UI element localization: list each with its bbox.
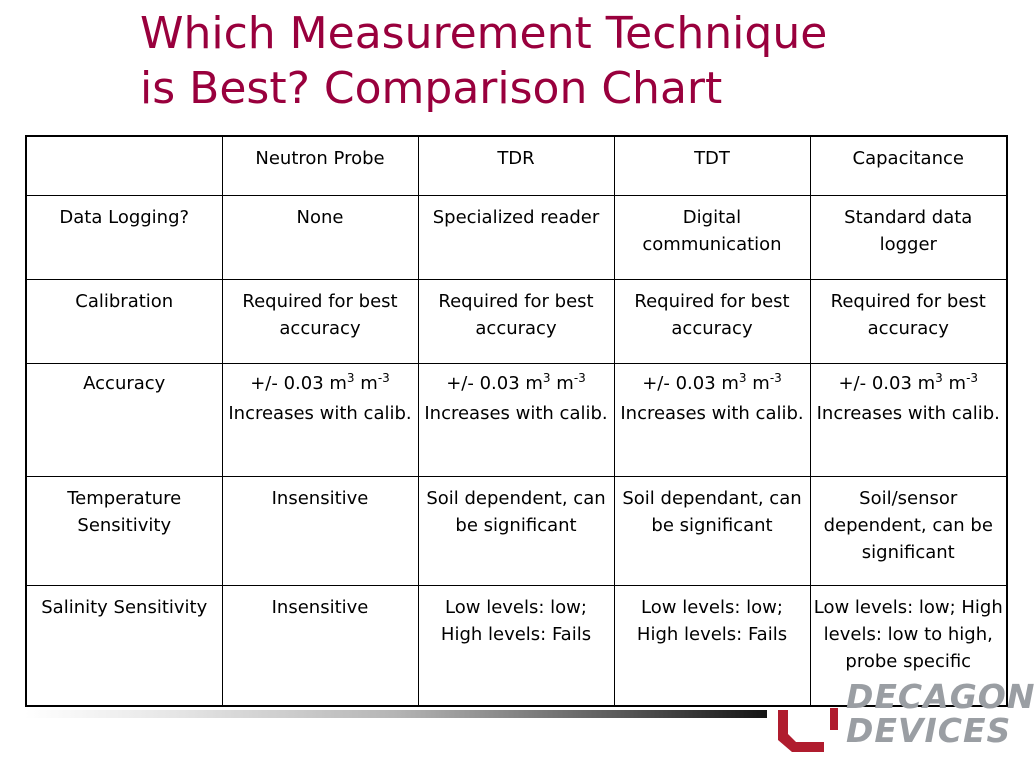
column-header-tdr: TDR <box>418 136 614 196</box>
row-label-temperature-sensitivity: Temperature Sensitivity <box>26 477 222 586</box>
comparison-table <box>25 135 1008 707</box>
table-cell: None <box>222 196 418 280</box>
accuracy-exponent: 3 <box>935 371 943 385</box>
accuracy-unit: m <box>550 373 574 394</box>
table-cell: Required for best accuracy <box>614 280 810 364</box>
table-row-accuracy <box>26 364 1007 477</box>
row-label-accuracy: Accuracy <box>26 364 222 477</box>
accuracy-exponent: -3 <box>966 371 979 385</box>
accuracy-value <box>226 370 415 397</box>
column-header-capacitance: Capacitance <box>810 136 1007 196</box>
accuracy-note: Increases with calib. <box>816 403 1000 424</box>
header-corner-cell <box>26 136 222 196</box>
table-cell-accuracy <box>222 364 418 477</box>
accuracy-value <box>422 370 611 397</box>
accuracy-value-prefix: +/- 0.03 m <box>446 373 543 394</box>
row-label-calibration: Calibration <box>26 280 222 364</box>
table-cell: Standard data logger <box>810 196 1007 280</box>
table-cell-accuracy <box>810 364 1007 477</box>
accuracy-note: Increases with calib. <box>620 403 804 424</box>
accuracy-note: Increases with calib. <box>228 403 412 424</box>
accuracy-note: Increases with calib. <box>424 403 608 424</box>
company-logo <box>772 677 1035 752</box>
accuracy-exponent: -3 <box>769 371 782 385</box>
slide-title <box>140 6 827 116</box>
table-cell: Soil/sensor dependent, can be significant <box>810 477 1007 586</box>
table-cell: Soil dependent, can be significant <box>418 477 614 586</box>
table-cell: Insensitive <box>222 586 418 707</box>
table-cell: Low levels: low; High levels: Fails <box>418 586 614 707</box>
row-label-salinity-sensitivity: Salinity Sensitivity <box>26 586 222 707</box>
table-cell: Digital communication <box>614 196 810 280</box>
footer-gradient-bar <box>25 710 767 718</box>
accuracy-exponent: 3 <box>738 371 747 385</box>
table-cell-accuracy <box>614 364 810 477</box>
slide-title-line-2: is Best? Comparison Chart <box>140 63 723 114</box>
table-row-temperature-sensitivity <box>26 477 1007 586</box>
accuracy-unit: m <box>942 373 967 394</box>
table-cell: Low levels: low; High levels: Fails <box>614 586 810 707</box>
accuracy-exponent: -3 <box>377 371 390 385</box>
accuracy-unit: m <box>354 373 378 394</box>
table-row-calibration <box>26 280 1007 364</box>
table-cell: Specialized reader <box>418 196 614 280</box>
accuracy-unit: m <box>746 373 770 394</box>
table-cell: Required for best accuracy <box>222 280 418 364</box>
logo-mark-icon <box>772 700 842 752</box>
header-row <box>26 136 1007 196</box>
column-header-tdt: TDT <box>614 136 810 196</box>
logo-wordmark: DEVICES <box>846 711 1012 750</box>
slide-title-line-1: Which Measurement Technique <box>140 8 828 59</box>
accuracy-exponent: 3 <box>542 371 551 385</box>
table-cell: Soil dependant, can be significant <box>614 477 810 586</box>
column-header-neutron-probe: Neutron Probe <box>222 136 418 196</box>
table-cell: Low levels: low; High levels: low to high, probe specific <box>810 586 1007 707</box>
table-cell: Required for best accuracy <box>810 280 1007 364</box>
table-row-data-logging <box>26 196 1007 280</box>
table-cell-accuracy <box>418 364 614 477</box>
accuracy-exponent: -3 <box>573 371 586 385</box>
logo-wordmark-top: DECAGON <box>846 677 1035 716</box>
accuracy-value-prefix: +/- 0.03 m <box>250 373 347 394</box>
accuracy-exponent: 3 <box>346 371 355 385</box>
accuracy-value-prefix: +/- 0.03 m <box>642 373 739 394</box>
accuracy-value <box>618 370 807 397</box>
row-label-data-logging: Data Logging? <box>26 196 222 280</box>
table-cell: Required for best accuracy <box>418 280 614 364</box>
accuracy-value-prefix: +/- 0.03 m <box>838 373 936 394</box>
table-cell: Insensitive <box>222 477 418 586</box>
accuracy-value <box>814 370 1004 397</box>
